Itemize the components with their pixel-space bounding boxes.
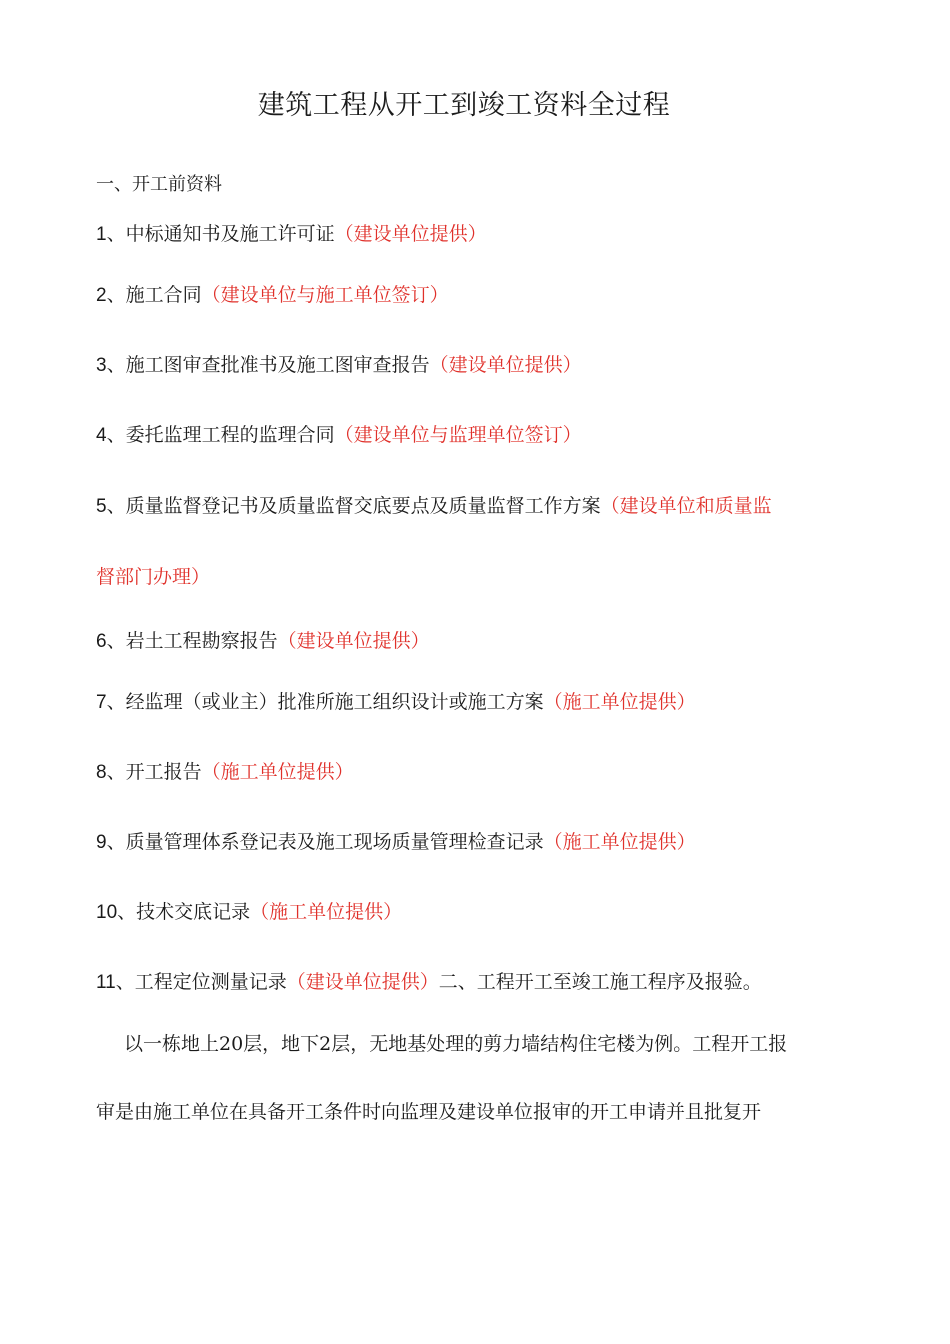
item-note: （施工单位提供） (543, 831, 696, 853)
list-item-2 (96, 281, 449, 310)
item-number: 1 (96, 224, 107, 245)
item-note: （建设单位和质量监 (600, 495, 772, 517)
item-note: （施工单位提供） (543, 691, 696, 713)
item-number: 2 (96, 285, 107, 306)
list-item-10 (96, 898, 402, 927)
item-note: （施工单位提供） (250, 901, 403, 923)
item-note-continued: 督部门办理） (96, 566, 211, 588)
item-note: （建设单位提供） (429, 354, 582, 376)
list-item-6 (96, 627, 430, 656)
list-item-5 (96, 492, 836, 591)
item-text: 、岩土工程勘察报告 (106, 630, 278, 652)
item-number: 6 (96, 631, 107, 652)
item-text: 、质量管理体系登记表及施工现场质量管理检查记录 (106, 831, 544, 853)
item-number: 9 (96, 832, 107, 853)
item-number: 11 (96, 972, 116, 993)
document-title: 建筑工程从开工到竣工资料全过程 (257, 90, 671, 121)
item-text: 、中标通知书及施工许可证 (106, 223, 335, 245)
item-text: 、开工报告 (106, 761, 202, 783)
item-note: （建设单位提供） (277, 630, 430, 652)
list-item-1 (96, 220, 487, 249)
item-text: 、施工图审查批准书及施工图审查报告 (106, 354, 430, 376)
item-text: 、质量监督登记书及质量监督交底要点及质量监督工作方案 (106, 495, 601, 517)
item-note: （建设单位提供） (286, 971, 439, 993)
example-paragraph (96, 1030, 816, 1126)
item-note: （建设单位与施工单位签订） (201, 284, 449, 306)
list-item-7 (96, 688, 696, 717)
item-text: 、委托监理工程的监理合同 (106, 424, 335, 446)
item-text: 、施工合同 (106, 284, 202, 306)
section-heading-pre-construction: 一、开工前资料 (96, 174, 222, 195)
list-item-3 (96, 351, 582, 380)
item-text: 、工程定位测量记录 (115, 971, 287, 993)
item-number: 3 (96, 355, 107, 376)
list-item-4 (96, 421, 582, 450)
item-number: 4 (96, 425, 107, 446)
paragraph-line-1: 以一栋地上20层，地下2层，无地基处理的剪力墙结构住宅楼为例。工程开工报 (124, 1033, 788, 1055)
item-note: （建设单位提供） (334, 223, 487, 245)
section-heading-construction-process: 二、工程开工至竣工施工程序及报验。 (438, 971, 762, 993)
item-text: 、技术交底记录 (117, 901, 251, 923)
paragraph-line-2: 审是由施工单位在具备开工条件时向监理及建设单位报审的开工申请并且批复开 (96, 1101, 762, 1123)
list-item-11 (96, 968, 762, 997)
item-number: 7 (96, 692, 107, 713)
list-item-9 (96, 828, 696, 857)
item-number: 5 (96, 496, 107, 517)
item-text: 、经监理（或业主）批准所施工组织设计或施工方案 (106, 691, 544, 713)
item-note: （施工单位提供） (201, 761, 354, 783)
item-note: （建设单位与监理单位签订） (334, 424, 582, 446)
item-number: 10 (96, 902, 118, 923)
list-item-8 (96, 758, 354, 787)
item-number: 8 (96, 762, 107, 783)
